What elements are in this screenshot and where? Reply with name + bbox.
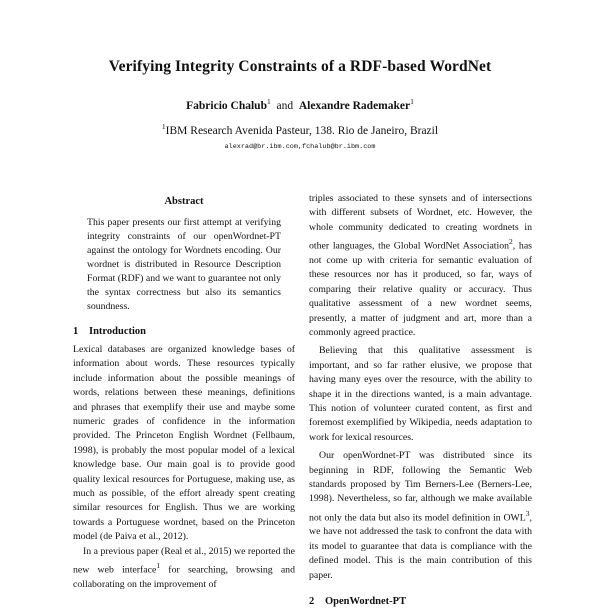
author-1-name: Fabricio Chalub (186, 99, 267, 112)
right-paragraph-3-end: , we have not addressed the task to confront the data with its model to guarantee that data is compliance with the defined model. This is the main contribution of this paper. (309, 512, 532, 581)
right-paragraph-1-end: , has not come up with criteria for semantic evaluation of these resources nor has it produced, so far, ways of comparing their relative quality or accuracy. Thus qualitative assessment of a new wordnet seems, presently, a matter of judgment and art, more than a commonly agreed practice. (309, 240, 532, 338)
intro-paragraph-2-start: In a previous paper (Real et al., 2015) we reported the new web interface (73, 545, 295, 576)
right-paragraph-1 (309, 192, 532, 340)
section-2-title: OpenWordnet-PT (325, 596, 407, 608)
affiliation-marker: 1 (161, 122, 166, 131)
section-1-title: Introduction (89, 326, 146, 337)
affiliation-text: IBM Research Avenida Pasteur, 138. Rio de Janeiro, Brazil (165, 124, 439, 137)
paper-title: Verifying Integrity Constraints of a RDF-based WordNet (108, 58, 492, 75)
author-line (0, 97, 600, 112)
abstract-heading: Abstract (164, 196, 204, 207)
section-2-heading (309, 595, 532, 609)
footnote-2-marker: 2 (509, 237, 513, 247)
intro-paragraph-1: Lexical databases are organized knowledge bases of information about words. These resources typically include information about the possible meanings of words, relations between these meanings, definitions and phrases that exemplify their use and maybe some numeric grades of confidence in the information provided. The Princeton English Wordnet (Fellbaum, 1998), is probably the most popular model of a lexical knowledge base. Our main goal is to provide good quality lexical resources for Portuguese, making use, as much as possible, of the effort already spent creating similar resources for English. Thus we are working towards a Portuguese wordnet, based on the Princeton model (de Paiva et al., 2012). (73, 344, 295, 543)
author-2-affil-marker: 1 (410, 97, 414, 106)
left-column (73, 192, 295, 592)
author-2-name: Alexandre Rademaker (298, 99, 411, 112)
right-paragraph-2: Believing that this qualitative assessment is important, and so far rather elusive, we propose that having many eyes over the resource, with the ability to shape it in the directions wanted, is a main advantage. This notion of volunteer curated content, as first and foremost exemplified by Wikipedia, needs adaptation to work for lexical resources. (309, 345, 532, 443)
author-emails: alexrad@br.ibm.com,fchalub@br.ibm.com (224, 143, 376, 151)
intro-paragraph-2-end: for searching, browsing and collaborating on the improvement of (73, 564, 295, 590)
footnote-3-marker: 3 (525, 508, 530, 518)
abstract-text: This paper presents our first attempt at verifying integrity constraints of our openWordnet-PT against the ontology for Wordnets encoding. Our wordnet is distributed in Resource Description Format (RDF) and we want to guarantee not only the syntax correctness but also its semantics soundness. (87, 217, 281, 312)
author-1-affil-marker: 1 (266, 97, 271, 106)
section-1-heading (73, 325, 295, 339)
right-paragraph-3 (309, 449, 532, 583)
right-paragraph-3-start: Our openWordnet-PT was distributed since its beginning in RDF, following the Semantic Web standards proposed by Tim Berners-Lee (Berners-Lee, 1998). Nevertheless, so far, although we make available not only the data but also its model definition in OWL (309, 450, 532, 524)
right-column (309, 192, 532, 609)
intro-paragraph-2 (73, 545, 295, 592)
section-2-number: 2 (309, 596, 315, 608)
affiliation (0, 122, 600, 137)
section-1-number: 1 (73, 326, 79, 337)
author-conjunction: and (276, 99, 294, 112)
footnote-1-marker: 1 (156, 561, 161, 571)
right-paragraph-1-start: triples associated to these synsets and of intersections with different subsets of Wordnet, etc. However, the whole community dedicated to creating wordnets in other languages, the Global WordNet Association (309, 193, 532, 252)
